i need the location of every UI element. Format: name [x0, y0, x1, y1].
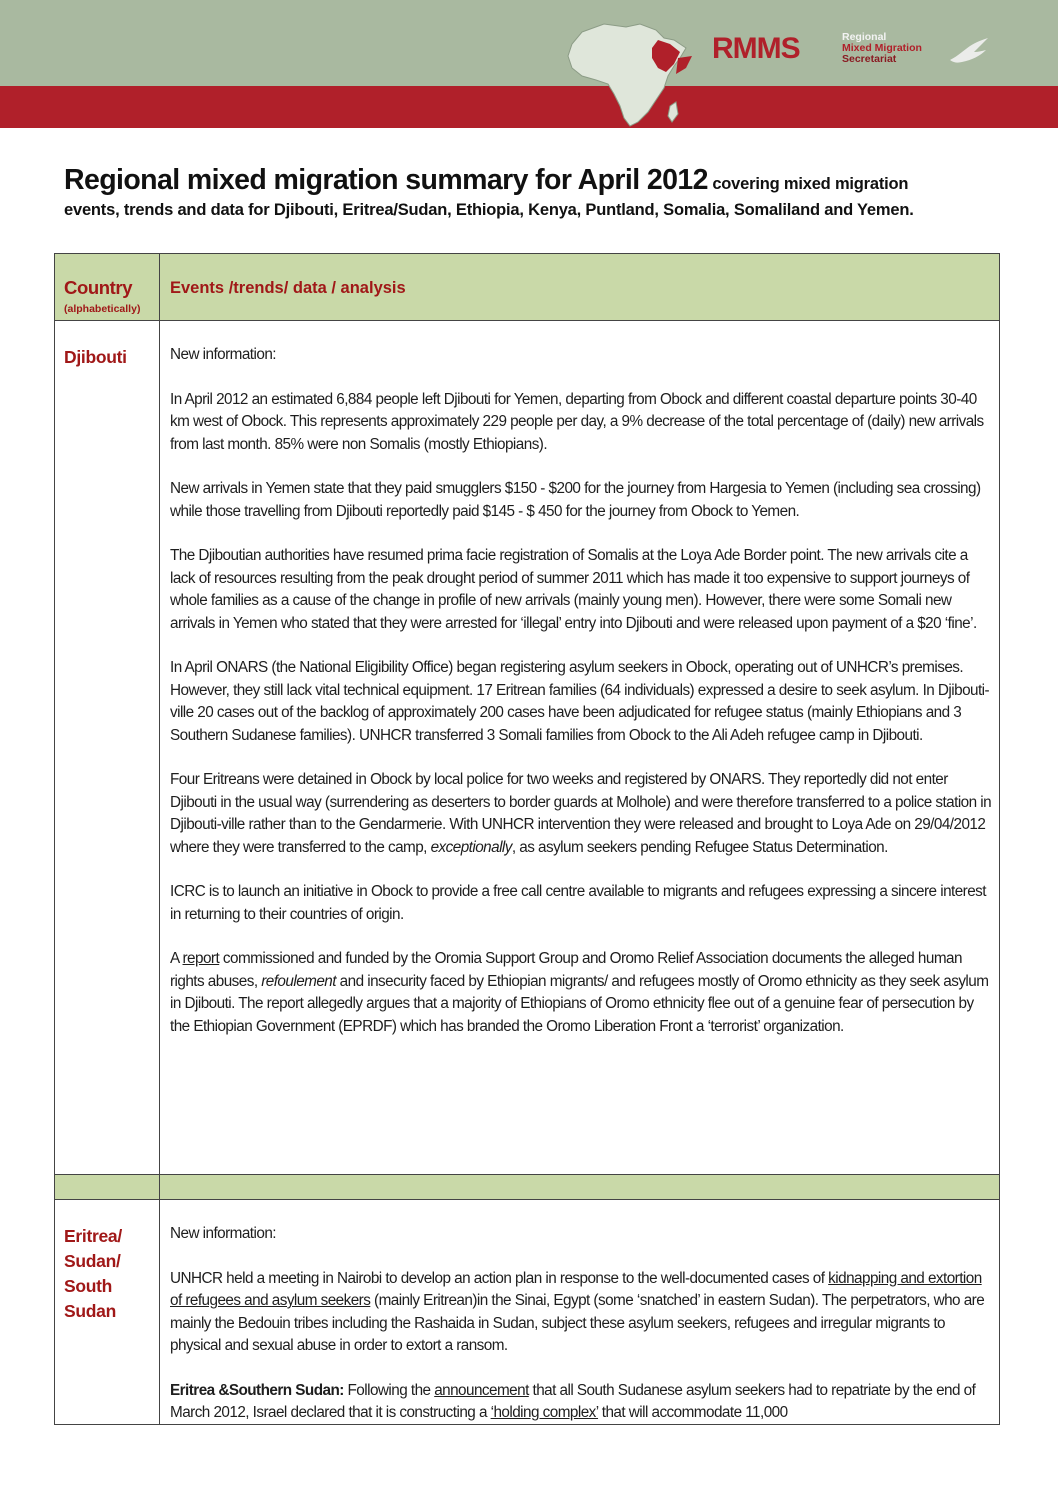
- new-information-label: New information:: [170, 1225, 276, 1242]
- paragraph: UNHCR held a meeting in Nairobi to develop an action plan in response to the well-documented cases of kidnapping and extortion of refugees and asylum seekers (mainly Eritrean)in the Sinai, Egypt (some ‘snatched’ in eastern Sudan). The perpetrators, who are mainly the Bedouin tribes including the Rashaida in Sudan, subject these asylum seekers, refugees and irregular migrants to physical and sexual abuse in order to extort a ransom.: [170, 1269, 985, 1354]
- table-border-left: [54, 253, 55, 1425]
- summary-table: [54, 253, 1000, 1433]
- logo-secretariat: Secretariat: [842, 53, 897, 65]
- announcement-link[interactable]: announcement: [434, 1381, 529, 1399]
- logo-mixed-migration: Mixed Migration: [842, 42, 922, 54]
- table-row-divider: [54, 1199, 1000, 1200]
- paragraph: A report commissioned and funded by the Oromia Support Group and Oromo Relief Association documents the alleged human rights abuses, refoulement and insecurity faced by Ethiopian migrants/ and refugees mostly of Oromo ethnicity as they seek asylum in Djibouti. The report allegedly argues that a majority of Ethiopians of Oromo ethnicity flee out of a genuine fear of persecution by the Ethiopian Government (EPRDF) which has branded the Oromo Liberation Front a ‘terrorist’ organization.: [170, 950, 989, 1035]
- country-eritrea-sudan: Eritrea/ Sudan/ South Sudan: [64, 1226, 122, 1321]
- table-border-top: [54, 253, 1000, 254]
- header-banner: [0, 0, 1058, 128]
- new-information-label: New information:: [170, 346, 276, 363]
- table-header-divider: [54, 320, 1000, 321]
- paragraph: ICRC is to launch an initiative in Obock to provide a free call centre available to migrants and refugees expressing a sincere interest in returning to their countries of origin.: [170, 883, 986, 923]
- column-header-country: Country: [64, 277, 133, 298]
- title-continuation-line2: events, trends and data for Djibouti, Eritrea/Sudan, Ethiopia, Kenya, Puntland, Somalia, Somaliland and Yemen.: [64, 201, 914, 219]
- djibouti-content: [170, 344, 992, 1060]
- column-header-events: Events /trends/ data / analysis: [170, 279, 406, 297]
- logo-regional: Regional: [842, 31, 887, 43]
- paragraph: New arrivals in Yemen state that they paid smugglers $150 - $200 for the journey from Hargesia to Yemen (including sea crossing) while those travelling from Djibouti reportedly paid $145 - $ 450 for the journey from Obock to Yemen.: [170, 480, 981, 520]
- paragraph: Eritrea &Southern Sudan: Following the announcement that all South Sudanese asylum seekers had to repatriate by the end of March 2012, Israel declared that it is constructing a ‘holding complex’ that will accommodate 11,000: [170, 1381, 976, 1421]
- bird-logo-icon: [948, 36, 990, 66]
- table-separator-row: [54, 1175, 1000, 1199]
- kidnapping-link[interactable]: kidnapping and extortion of refugees and asylum seekers: [170, 1269, 982, 1309]
- paragraph: In April ONARS (the National Eligibility Office) began registering asylum seekers in Obock, operating out of UNHCR’s premises. However, they still lack vital technical equipment. 17 Eritrean families (64 individuals) expressed a desire to seek asylum. In Djibouti-ville 20 cases out of the backlog of approximately 200 cases have been adjudicated for refugee status (mainly Ethiopians and 3 Southern Sudanese families). UNHCR transferred 3 Somali families from Obock to the Ali Adeh refugee camp in Djibouti.: [170, 659, 990, 744]
- document-title: [64, 164, 1024, 220]
- table-column-divider: [159, 253, 160, 1425]
- table-border-right: [999, 253, 1000, 1425]
- eritrea-content: [170, 1223, 992, 1447]
- table-row-divider: [54, 1174, 1000, 1175]
- column-header-country-sub: (alphabetically): [64, 303, 141, 315]
- holding-complex-link[interactable]: ‘holding complex’: [490, 1404, 599, 1421]
- country-djibouti: Djibouti: [64, 347, 127, 367]
- paragraph: In April 2012 an estimated 6,884 people left Djibouti for Yemen, departing from Obock and different coastal departure points 30-40 km west of Obock. This represents approximately 229 people per day, a 9% decrease of the total percentage of (daily) new arrivals from last month. 85% were non Somalis (mostly Ethiopians).: [170, 390, 984, 453]
- title-continuation: covering mixed migration: [712, 175, 909, 193]
- report-link[interactable]: report: [182, 950, 220, 967]
- banner-red-band: [0, 86, 1058, 128]
- paragraph: Four Eritreans were detained in Obock by local police for two weeks and registered by ONARS. They reportedly did not enter Djibouti in the usual way (surrendering as deserters to border guards at Molhole) and were therefore transferred to a police station in Djibouti-ville rather than to the Gendarmerie. With UNHCR intervention they were released and brought to Loya Ade on 29/04/2012 where they were transferred to the camp, exceptionally, as asylum seekers pending Refugee Status Determination.: [170, 771, 992, 856]
- paragraph: The Djiboutian authorities have resumed prima facie registration of Somalis at the Loya Ade Border point. The new arrivals cite a lack of resources resulting from the peak drought period of summer 2011 which has made it too expensive to support journeys of whole families as a cause of the change in profile of new arrivals (mainly young men). However, there were some Somali new arrivals in Yemen who stated that they were arrested for ‘illegal’ entry into Djibouti and were released upon payment of a $20 ‘fine’.: [170, 547, 977, 632]
- rmms-logo: RMMS: [712, 32, 800, 65]
- africa-map-icon: [552, 18, 702, 130]
- title-main: Regional mixed migration summary for April 2012: [64, 164, 708, 196]
- logo-subtitle: [842, 32, 922, 65]
